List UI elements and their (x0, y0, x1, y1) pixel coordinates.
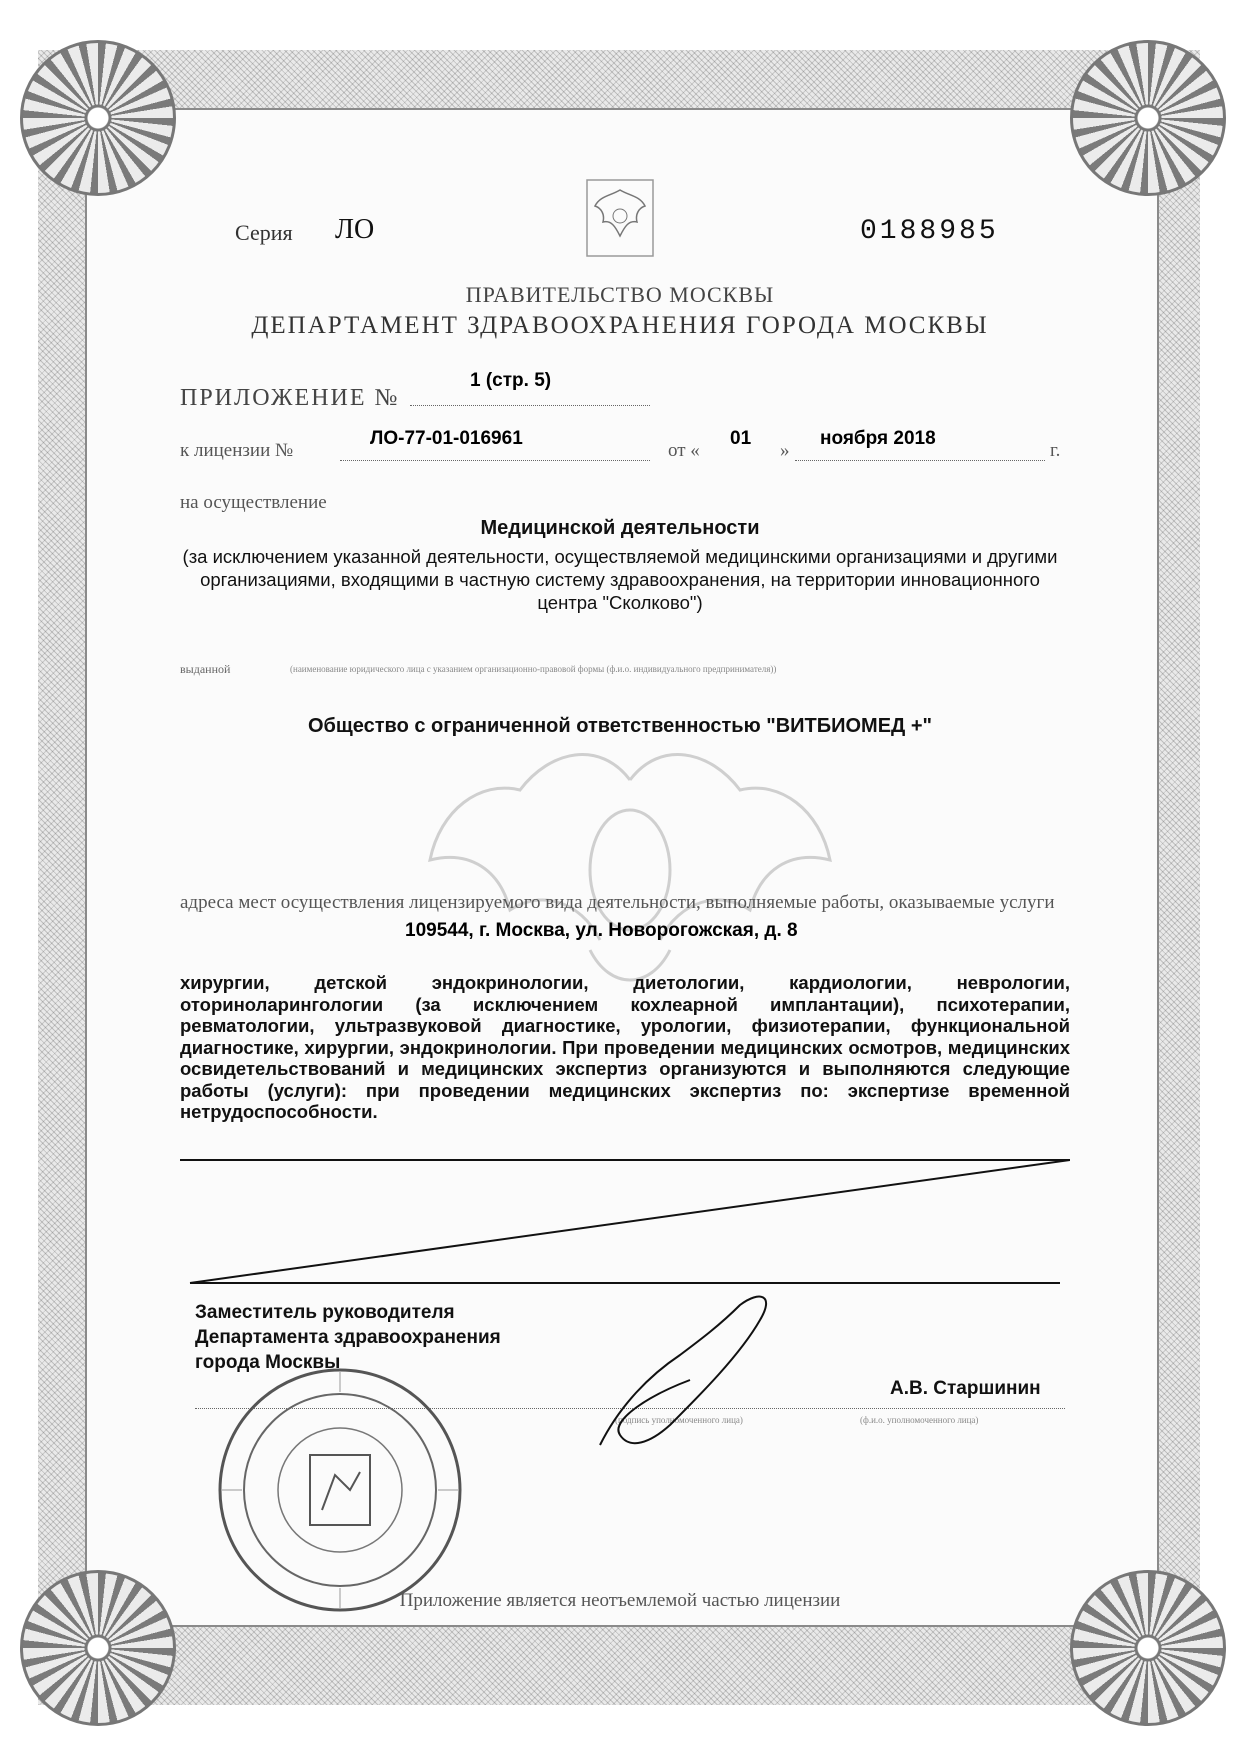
appendix-footer-note: Приложение является неотъемлемой частью лицензии (399, 1590, 841, 1611)
series-value: ЛО (335, 214, 375, 245)
issued-label: выданной (180, 662, 231, 676)
activity-details: (за исключением указанной деятельности, осуществляемой медицинскими организациями и другими организациями, входящими в частную систему здравоохранения, на территории инновационного центра "Сколково") (182, 546, 1058, 613)
license-dotline (340, 460, 650, 461)
organization-name: Общество с ограниченной ответственностью "ВИТБИОМЕД +" (307, 715, 933, 737)
license-label: к лицензии № (180, 440, 294, 461)
license-day: 01 (730, 428, 752, 449)
official-seal-icon (210, 1360, 470, 1620)
activity-label: на осуществление (180, 492, 327, 513)
government-title: ПРАВИТЕЛЬСТВО МОСКВЫ (465, 282, 775, 307)
license-from-label: от « (668, 440, 700, 461)
appendix-label: ПРИЛОЖЕНИЕ № (180, 385, 400, 411)
activity-title: Медицинской деятельности (480, 517, 760, 539)
address-label: адреса мест осуществления лицензируемого вида деятельности, выполняемые работы, оказываемые услуги (180, 892, 1055, 913)
signatory-name: А.В. Старшинин (890, 1378, 1041, 1399)
license-quote-close: » (780, 440, 790, 461)
corner-rosette-bottom-left (20, 1570, 176, 1726)
appendix-value: 1 (стр. 5) (470, 370, 552, 391)
corner-rosette-top-left (20, 40, 176, 196)
name-caption: (ф.и.о. уполномоченного лица) (860, 1415, 979, 1425)
department-title: ДЕПАРТАМЕНТ ЗДРАВООХРАНЕНИЯ ГОРОДА МОСКВЫ (251, 312, 989, 339)
corner-rosette-bottom-right (1070, 1570, 1226, 1726)
signatory-position: Заместитель руководителя Департамента здравоохранения города Москвы (195, 1302, 501, 1373)
series-label: Серия (235, 220, 293, 245)
license-month-year: ноября 2018 (820, 428, 936, 449)
issued-caption: (наименование юридического лица с указанием организационно-правовой формы (ф.и.о. индивидуального предпринимателя)) (290, 664, 777, 674)
address-value: 109544, г. Москва, ул. Новорогожская, д. 8 (405, 920, 798, 941)
z-line-strike (180, 1155, 1070, 1295)
coat-of-arms-icon (585, 178, 655, 258)
signature-caption: (подпись уполномоченного лица) (615, 1415, 743, 1425)
handwritten-signature-icon (590, 1285, 800, 1455)
license-number: ЛО-77-01-016961 (370, 428, 523, 449)
license-year-suffix: г. (1050, 440, 1061, 461)
services-text: хирургии, детской эндокринологии, диетологии, кардиологии, неврологии, оториноларингологии (за исключением кохлеарной имплантации), психотерапии, ревматологии, ультразвуковой диагностике, урологии, физиотерапии, функциональной диагностике, хирургии, эндокринологии. При проведении медицинских осмотров, медицинских освидетельствований и медицинских экспертиз организуются и выполняются следующие работы (услуги): при проведении медицинских экспертиз по: экспертизе временной нетрудоспособности. (180, 972, 1070, 1122)
license-form-number: 0188985 (860, 216, 999, 247)
corner-rosette-top-right (1070, 40, 1226, 196)
appendix-dotline (410, 405, 650, 406)
license-date-dotline (795, 460, 1045, 461)
